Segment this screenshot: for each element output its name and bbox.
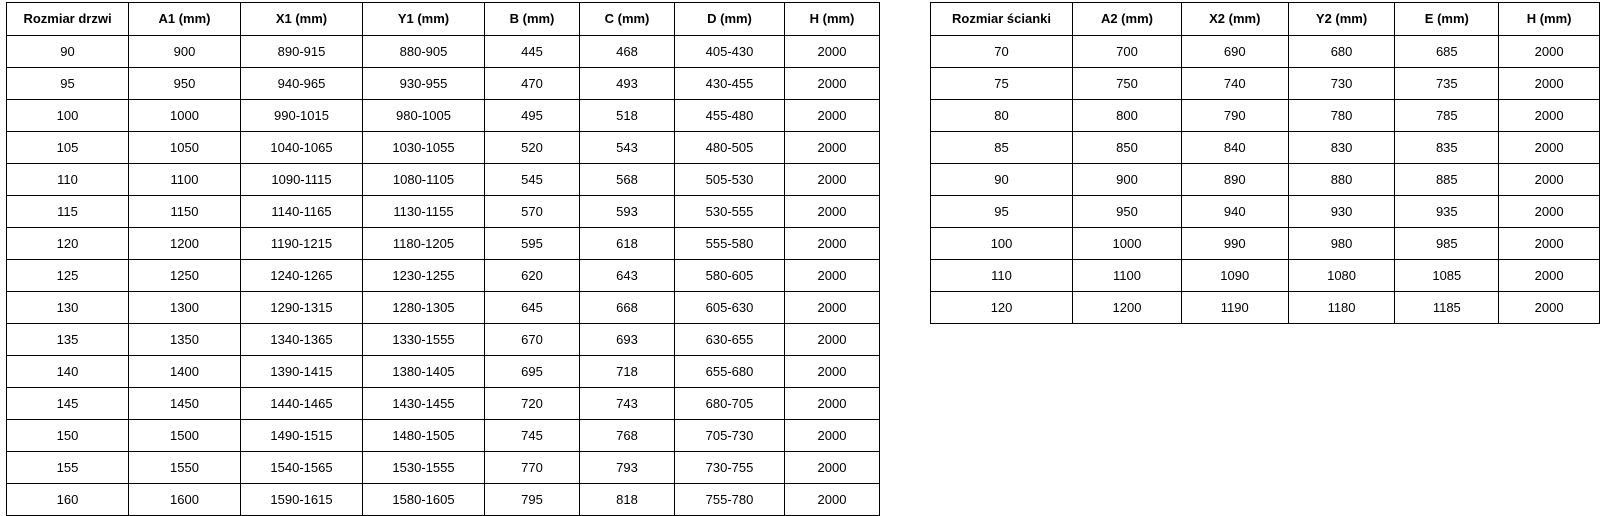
cell: 493 xyxy=(580,68,675,100)
cell: 685 xyxy=(1395,36,1499,68)
cell: 890 xyxy=(1181,164,1288,196)
table-row xyxy=(931,36,1600,68)
table-row xyxy=(7,36,880,68)
cell: 795 xyxy=(485,484,580,516)
cell: 455-480 xyxy=(675,100,785,132)
column-header-b: B (mm) xyxy=(485,3,580,36)
cell: 785 xyxy=(1395,100,1499,132)
cell: 495 xyxy=(485,100,580,132)
column-header-c: C (mm) xyxy=(580,3,675,36)
cell: 980-1005 xyxy=(363,100,485,132)
table-row xyxy=(931,164,1600,196)
cell: 1390-1415 xyxy=(241,356,363,388)
cell: 543 xyxy=(580,132,675,164)
cell: 1450 xyxy=(129,388,241,420)
table-row xyxy=(7,260,880,292)
table-row xyxy=(7,420,880,452)
cell: 735 xyxy=(1395,68,1499,100)
cell: 835 xyxy=(1395,132,1499,164)
column-header-h: H (mm) xyxy=(785,3,880,36)
cell: 743 xyxy=(580,388,675,420)
cell: 630-655 xyxy=(675,324,785,356)
cell: 2000 xyxy=(785,484,880,516)
cell: 2000 xyxy=(1499,196,1600,228)
cell: 1100 xyxy=(1073,260,1182,292)
table-row xyxy=(7,484,880,516)
cell: 755-780 xyxy=(675,484,785,516)
cell: 935 xyxy=(1395,196,1499,228)
cell: 1130-1155 xyxy=(363,196,485,228)
cell: 990 xyxy=(1181,228,1288,260)
cell: 90 xyxy=(931,164,1073,196)
cell: 115 xyxy=(7,196,129,228)
cell: 85 xyxy=(931,132,1073,164)
cell: 518 xyxy=(580,100,675,132)
wall-table-body xyxy=(931,36,1600,324)
cell: 75 xyxy=(931,68,1073,100)
cell: 718 xyxy=(580,356,675,388)
cell: 1180-1205 xyxy=(363,228,485,260)
cell: 643 xyxy=(580,260,675,292)
cell: 1480-1505 xyxy=(363,420,485,452)
cell: 880 xyxy=(1288,164,1395,196)
cell: 545 xyxy=(485,164,580,196)
cell: 1090 xyxy=(1181,260,1288,292)
cell: 1250 xyxy=(129,260,241,292)
cell: 900 xyxy=(129,36,241,68)
cell: 1330-1555 xyxy=(363,324,485,356)
cell: 2000 xyxy=(785,196,880,228)
cell: 930 xyxy=(1288,196,1395,228)
cell: 1240-1265 xyxy=(241,260,363,292)
cell: 990-1015 xyxy=(241,100,363,132)
cell: 1140-1165 xyxy=(241,196,363,228)
cell: 1190 xyxy=(1181,292,1288,324)
cell: 900 xyxy=(1073,164,1182,196)
cell: 2000 xyxy=(785,100,880,132)
table-header-row xyxy=(7,3,880,36)
table-row xyxy=(931,132,1600,164)
cell: 145 xyxy=(7,388,129,420)
cell: 1000 xyxy=(129,100,241,132)
cell: 2000 xyxy=(785,228,880,260)
cell: 505-530 xyxy=(675,164,785,196)
door-table-body xyxy=(7,36,880,516)
cell: 1090-1115 xyxy=(241,164,363,196)
cell: 850 xyxy=(1073,132,1182,164)
cell: 1040-1065 xyxy=(241,132,363,164)
cell: 1200 xyxy=(129,228,241,260)
table-row xyxy=(7,100,880,132)
column-header-a1: A1 (mm) xyxy=(129,3,241,36)
cell: 768 xyxy=(580,420,675,452)
cell: 930-955 xyxy=(363,68,485,100)
cell: 480-505 xyxy=(675,132,785,164)
table-row xyxy=(7,388,880,420)
cell: 125 xyxy=(7,260,129,292)
cell: 110 xyxy=(931,260,1073,292)
cell: 1085 xyxy=(1395,260,1499,292)
cell: 2000 xyxy=(1499,292,1600,324)
cell: 430-455 xyxy=(675,68,785,100)
cell: 1400 xyxy=(129,356,241,388)
cell: 605-630 xyxy=(675,292,785,324)
cell: 695 xyxy=(485,356,580,388)
cell: 700 xyxy=(1073,36,1182,68)
cell: 950 xyxy=(1073,196,1182,228)
column-header-d: D (mm) xyxy=(675,3,785,36)
column-header-h: H (mm) xyxy=(1499,3,1600,36)
cell: 2000 xyxy=(1499,100,1600,132)
table-row xyxy=(931,100,1600,132)
cell: 1200 xyxy=(1073,292,1182,324)
cell: 1180 xyxy=(1288,292,1395,324)
cell: 405-430 xyxy=(675,36,785,68)
column-header-y1: Y1 (mm) xyxy=(363,3,485,36)
cell: 155 xyxy=(7,452,129,484)
cell: 880-905 xyxy=(363,36,485,68)
door-table-header xyxy=(7,3,880,36)
cell: 730 xyxy=(1288,68,1395,100)
cell: 1300 xyxy=(129,292,241,324)
cell: 655-680 xyxy=(675,356,785,388)
cell: 2000 xyxy=(785,356,880,388)
column-header-rozmiar-drzwi: Rozmiar drzwi xyxy=(7,3,129,36)
cell: 1540-1565 xyxy=(241,452,363,484)
cell: 135 xyxy=(7,324,129,356)
table-row xyxy=(7,164,880,196)
cell: 1600 xyxy=(129,484,241,516)
cell: 2000 xyxy=(1499,132,1600,164)
column-header-x2: X2 (mm) xyxy=(1181,3,1288,36)
door-size-table xyxy=(6,2,880,516)
table-row xyxy=(931,68,1600,100)
cell: 1580-1605 xyxy=(363,484,485,516)
cell: 100 xyxy=(7,100,129,132)
cell: 680 xyxy=(1288,36,1395,68)
door-size-table-container xyxy=(6,2,880,516)
table-row xyxy=(931,292,1600,324)
cell: 1340-1365 xyxy=(241,324,363,356)
cell: 140 xyxy=(7,356,129,388)
column-header-e: E (mm) xyxy=(1395,3,1499,36)
cell: 1490-1515 xyxy=(241,420,363,452)
cell: 800 xyxy=(1073,100,1182,132)
cell: 818 xyxy=(580,484,675,516)
cell: 120 xyxy=(931,292,1073,324)
cell: 940 xyxy=(1181,196,1288,228)
cell: 70 xyxy=(931,36,1073,68)
cell: 1190-1215 xyxy=(241,228,363,260)
cell: 1230-1255 xyxy=(363,260,485,292)
cell: 95 xyxy=(7,68,129,100)
cell: 670 xyxy=(485,324,580,356)
cell: 690 xyxy=(1181,36,1288,68)
cell: 595 xyxy=(485,228,580,260)
wall-size-table xyxy=(930,2,1600,324)
cell: 985 xyxy=(1395,228,1499,260)
column-header-y2: Y2 (mm) xyxy=(1288,3,1395,36)
cell: 940-965 xyxy=(241,68,363,100)
cell: 730-755 xyxy=(675,452,785,484)
table-row xyxy=(7,356,880,388)
cell: 2000 xyxy=(785,164,880,196)
cell: 980 xyxy=(1288,228,1395,260)
cell: 593 xyxy=(580,196,675,228)
cell: 160 xyxy=(7,484,129,516)
cell: 1050 xyxy=(129,132,241,164)
cell: 2000 xyxy=(785,420,880,452)
cell: 793 xyxy=(580,452,675,484)
cell: 2000 xyxy=(785,68,880,100)
cell: 120 xyxy=(7,228,129,260)
cell: 520 xyxy=(485,132,580,164)
cell: 840 xyxy=(1181,132,1288,164)
cell: 1030-1055 xyxy=(363,132,485,164)
table-row xyxy=(931,260,1600,292)
cell: 90 xyxy=(7,36,129,68)
table-row xyxy=(7,196,880,228)
cell: 890-915 xyxy=(241,36,363,68)
table-header-row xyxy=(931,3,1600,36)
cell: 1000 xyxy=(1073,228,1182,260)
cell: 1530-1555 xyxy=(363,452,485,484)
cell: 2000 xyxy=(785,132,880,164)
cell: 110 xyxy=(7,164,129,196)
wall-table-header xyxy=(931,3,1600,36)
cell: 2000 xyxy=(1499,260,1600,292)
cell: 445 xyxy=(485,36,580,68)
cell: 885 xyxy=(1395,164,1499,196)
cell: 1280-1305 xyxy=(363,292,485,324)
cell: 2000 xyxy=(1499,164,1600,196)
cell: 1290-1315 xyxy=(241,292,363,324)
cell: 645 xyxy=(485,292,580,324)
column-header-x1: X1 (mm) xyxy=(241,3,363,36)
cell: 1500 xyxy=(129,420,241,452)
table-row xyxy=(7,228,880,260)
cell: 1380-1405 xyxy=(363,356,485,388)
table-row xyxy=(931,196,1600,228)
cell: 1550 xyxy=(129,452,241,484)
cell: 80 xyxy=(931,100,1073,132)
cell: 1100 xyxy=(129,164,241,196)
cell: 150 xyxy=(7,420,129,452)
table-row xyxy=(7,452,880,484)
cell: 2000 xyxy=(785,260,880,292)
cell: 2000 xyxy=(785,292,880,324)
wall-size-table-container xyxy=(930,2,1600,324)
cell: 105 xyxy=(7,132,129,164)
cell: 780 xyxy=(1288,100,1395,132)
cell: 740 xyxy=(1181,68,1288,100)
cell: 468 xyxy=(580,36,675,68)
cell: 2000 xyxy=(785,36,880,68)
cell: 668 xyxy=(580,292,675,324)
table-row xyxy=(7,68,880,100)
cell: 555-580 xyxy=(675,228,785,260)
cell: 790 xyxy=(1181,100,1288,132)
cell: 470 xyxy=(485,68,580,100)
cell: 693 xyxy=(580,324,675,356)
table-row xyxy=(931,228,1600,260)
column-header-a2: A2 (mm) xyxy=(1073,3,1182,36)
cell: 950 xyxy=(129,68,241,100)
cell: 2000 xyxy=(1499,228,1600,260)
cell: 720 xyxy=(485,388,580,420)
cell: 2000 xyxy=(785,452,880,484)
cell: 620 xyxy=(485,260,580,292)
cell: 2000 xyxy=(785,324,880,356)
cell: 750 xyxy=(1073,68,1182,100)
cell: 1350 xyxy=(129,324,241,356)
cell: 1185 xyxy=(1395,292,1499,324)
cell: 530-555 xyxy=(675,196,785,228)
cell: 680-705 xyxy=(675,388,785,420)
cell: 130 xyxy=(7,292,129,324)
cell: 1440-1465 xyxy=(241,388,363,420)
column-header-rozmiar-scianki: Rozmiar ścianki xyxy=(931,3,1073,36)
cell: 100 xyxy=(931,228,1073,260)
cell: 95 xyxy=(931,196,1073,228)
cell: 705-730 xyxy=(675,420,785,452)
cell: 1590-1615 xyxy=(241,484,363,516)
cell: 580-605 xyxy=(675,260,785,292)
cell: 1080 xyxy=(1288,260,1395,292)
cell: 830 xyxy=(1288,132,1395,164)
table-row xyxy=(7,324,880,356)
cell: 2000 xyxy=(1499,68,1600,100)
cell: 618 xyxy=(580,228,675,260)
table-row xyxy=(7,292,880,324)
cell: 2000 xyxy=(785,388,880,420)
cell: 1150 xyxy=(129,196,241,228)
cell: 1430-1455 xyxy=(363,388,485,420)
cell: 568 xyxy=(580,164,675,196)
cell: 2000 xyxy=(1499,36,1600,68)
cell: 745 xyxy=(485,420,580,452)
table-row xyxy=(7,132,880,164)
cell: 770 xyxy=(485,452,580,484)
cell: 1080-1105 xyxy=(363,164,485,196)
cell: 570 xyxy=(485,196,580,228)
